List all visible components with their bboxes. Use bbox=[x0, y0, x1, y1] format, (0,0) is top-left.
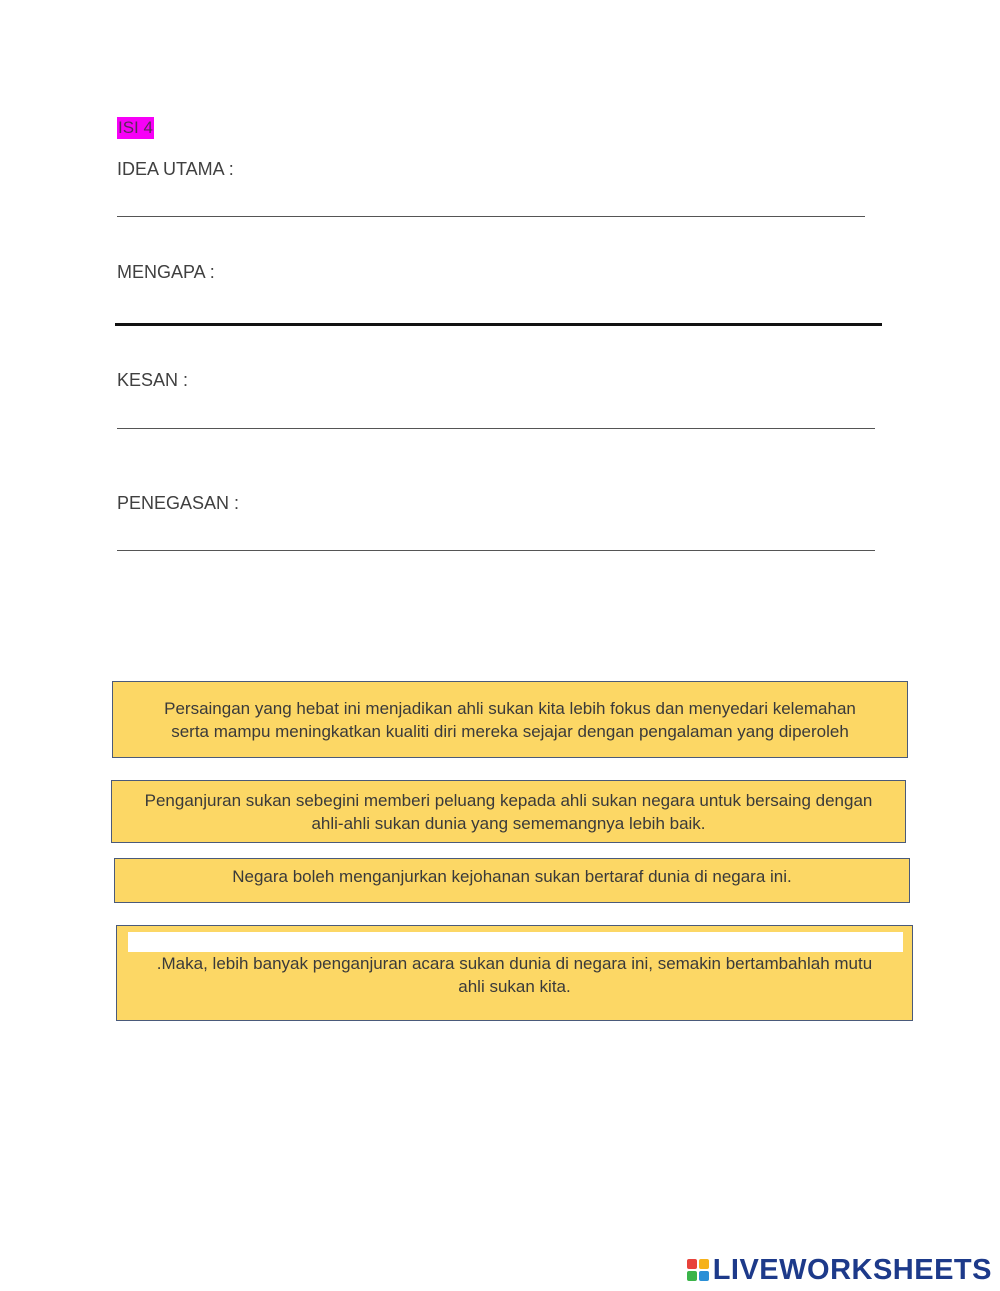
card-text-line: ahli-ahli sukan dunia yang sememangnya lebih baik. bbox=[311, 813, 706, 833]
field-label-mengapa: MENGAPA : bbox=[117, 262, 215, 282]
card-text-line: Penganjuran sukan sebegini memberi peluang kepada ahli sukan negara untuk bersaing dengan bbox=[144, 790, 873, 810]
field-label-penegasan: PENEGASAN : bbox=[117, 493, 240, 513]
card-text-line: serta mampu meningkatkan kualiti diri mereka sejajar dengan pengalaman yang diperoleh bbox=[171, 721, 849, 741]
answer-line-kesan[interactable] bbox=[117, 428, 875, 429]
card-text-line: ahli sukan kita. bbox=[458, 977, 571, 996]
field-label-kesan: KESAN : bbox=[117, 370, 189, 390]
answer-line-idea-utama[interactable] bbox=[117, 216, 865, 217]
field-label-idea-utama: IDEA UTAMA : bbox=[117, 159, 234, 179]
card-text-line: .Maka, lebih banyak penganjuran acara sukan dunia di negara ini, semakin bertambahlah mutu bbox=[156, 954, 873, 973]
answer-line-penegasan[interactable] bbox=[117, 550, 875, 551]
card-text-line: Negara boleh menganjurkan kejohanan sukan bertaraf dunia di negara ini. bbox=[232, 867, 792, 886]
liveworksheets-logo bbox=[687, 1254, 992, 1286]
drag-card-3[interactable] bbox=[114, 858, 910, 903]
drag-card-2[interactable] bbox=[111, 780, 906, 843]
section-label: ISI 4 bbox=[118, 118, 153, 137]
card-text-line: Persaingan yang hebat ini menjadikan ahli sukan kita lebih fokus dan menyedari kelemahan bbox=[164, 698, 856, 718]
card-4-cover-bar bbox=[128, 932, 903, 952]
drag-card-1[interactable] bbox=[112, 681, 908, 758]
logo-text: LIVEWORKSHEETS bbox=[712, 1253, 992, 1286]
logo-mark-icon bbox=[687, 1259, 709, 1281]
answer-drop-zone-mengapa[interactable] bbox=[115, 323, 882, 326]
